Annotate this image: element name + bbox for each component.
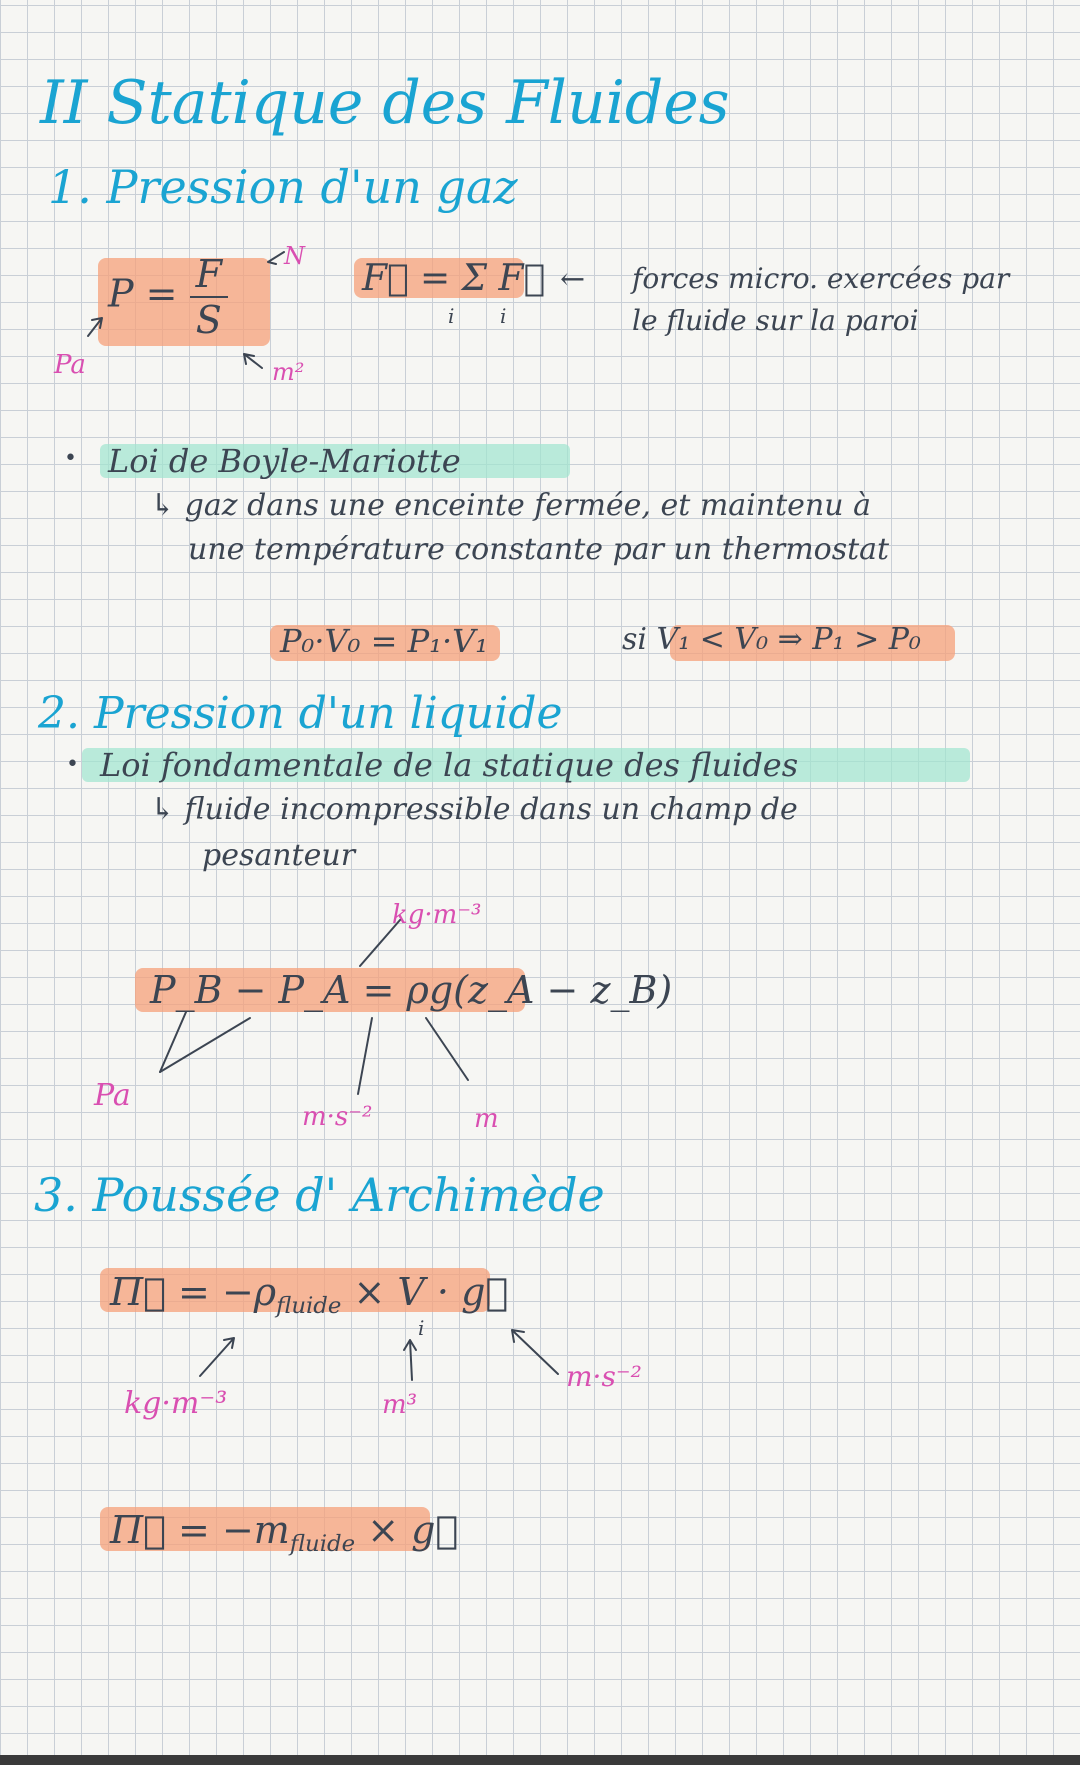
unit-m-s2-archimede: m·s⁻² [566, 1360, 642, 1393]
sum-index: i [448, 304, 455, 328]
unit-kg-m3-liquid: kg·m⁻³ [392, 900, 482, 930]
unit-m-s2-liquid: m·s⁻² [302, 1102, 373, 1132]
liquide-desc-1: ↳ fluide incompressible dans un champ de [150, 792, 798, 827]
page-heading: II Statique des Fluides [40, 68, 730, 138]
arrow-note: ← [560, 262, 586, 297]
liquid-equation: P_B − P_A = ρg(z_A − z_B) [150, 968, 673, 1012]
surface-denominator: S [195, 298, 222, 342]
unit-pascal-liquid: Pa [94, 1078, 131, 1113]
boyle-equation: P₀·V₀ = P₁·V₁ [280, 622, 489, 660]
archimede-equation-1 [110, 1270, 508, 1319]
force-sum-formula [362, 258, 545, 299]
section-title-2: 2. Pression d'un liquide [38, 688, 563, 739]
boyle-desc-1: ↳ gaz dans une enceinte fermée, et maintenu à [150, 488, 871, 523]
bullet-dot-1: • [64, 446, 77, 471]
pressure-formula [108, 252, 228, 342]
force-numerator: F [190, 252, 228, 298]
note-line-1: forces micro. exercées par [632, 262, 1010, 295]
archimede-equation-2 [110, 1508, 458, 1557]
boyle-condition: si V₁ < V₀ ⇒ P₁ > P₀ [622, 622, 921, 657]
page-bottom-edge [0, 1755, 1080, 1765]
boyle-desc-2: une température constante par un thermostat [188, 532, 890, 567]
unit-m3-archimede: m³ [382, 1390, 418, 1420]
archimede-eq1-rest: × V · g⃗ [353, 1270, 509, 1314]
section-title-1: 1. Pression d'un gaz [48, 160, 518, 214]
pressure-fraction [190, 252, 228, 342]
archimede-eq2-rest: × g⃗ [367, 1508, 459, 1552]
volume-index: i [418, 1316, 425, 1340]
loi-fondamentale-label: Loi fondamentale de la statique des fluides [100, 746, 799, 784]
liquide-desc-2: pesanteur [202, 838, 356, 873]
boyle-label: Loi de Boyle-Mariotte [108, 442, 461, 480]
unit-pascal: Pa [54, 350, 86, 380]
archimede-eq1-lhs: Π⃗ = −ρ [110, 1270, 277, 1314]
force-index: i [500, 304, 507, 328]
unit-newton: N [284, 242, 305, 270]
unit-kg-m3-archimede: kg·m⁻³ [124, 1386, 228, 1421]
archimede-eq1-sub: fluide [276, 1292, 342, 1319]
bullet-dot-2: • [66, 752, 79, 777]
archimede-eq2-sub: fluide [289, 1530, 356, 1557]
note-line-2: le fluide sur la paroi [632, 304, 919, 337]
pressure-symbol: P = [108, 271, 178, 316]
force-sum-text: F⃗ = Σ F⃗ [362, 258, 546, 299]
unit-m-liquid: m [474, 1104, 499, 1134]
archimede-eq2-lhs: Π⃗ = −m [110, 1508, 290, 1552]
section-title-3: 3. Poussée d' Archimède [34, 1168, 605, 1222]
unit-m2: m² [272, 358, 305, 386]
